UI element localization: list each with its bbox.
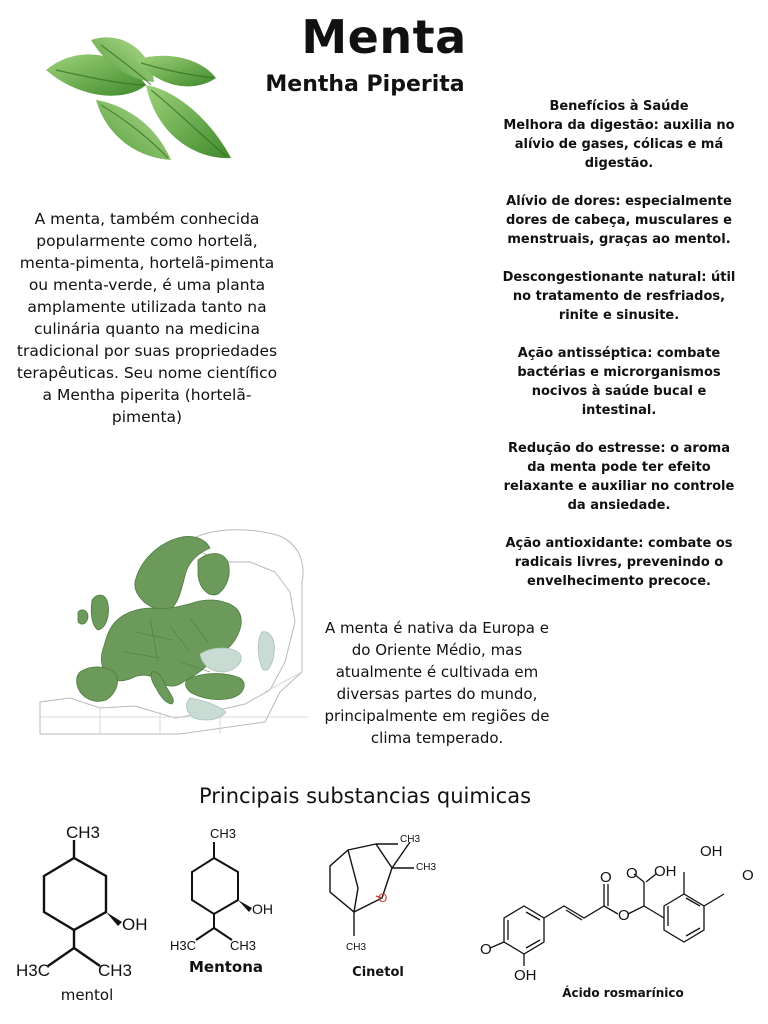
cinetol-ch3-b-label: CH3 [416,862,437,873]
benefit-item: Ação antioxidante: combate os radicais livres, prevenindo o envelhecimento precoce. [505,536,733,589]
mentol-h3c-label: H3C [16,961,51,980]
rosmarinic-o-carbonyl-label: O [600,869,612,886]
mentona-label: Mentona [188,958,264,976]
mentol-structure [14,818,148,984]
rosmarinic-o-left-label: O [480,941,492,958]
rosmarinic-oh-top-label: OH [700,843,723,860]
rosmarinic-oh-bottom-label: OH [514,967,537,984]
cinetol-ch3-c-label: CH3 [346,942,367,953]
benefits-heading: Benefícios à Saúde [549,99,689,114]
chemistry-title: Principais substancias quimicas [198,784,532,808]
page-subtitle: Mentha Piperita [265,72,465,97]
rosmarinic-o-acid-label: O [626,865,638,882]
mentol-ch3-bottom-label: CH3 [98,961,133,980]
distribution-map [40,522,308,734]
rosmarinic-o-right-label: O [742,867,754,884]
native-paragraph: A menta é nativa da Europa e do Oriente Médio, mas atualmente é cultivada em diversas partes do mundo, principalmente em regiões de clima temperado. [324,619,550,747]
rosmarinic-acid-structure [478,832,754,982]
cinetol-ch3-a-label: CH3 [400,834,421,845]
rosmarinic-acid-label: Ácido rosmarínico [562,986,684,1000]
mentona-oh-label: OH [252,901,273,917]
intro-paragraph: A menta, também conhecida popularmente como hortelã, menta-pimenta, hortelã-pimenta ou menta-verde, é uma planta amplamente utilizada tanto na culinária quanto na medicina tradicional por suas propriedades terapêuticas. Seu nome científico a Mentha piperita (hortelã-pimenta) [16,210,278,426]
mint-leaf-image [36,30,236,170]
benefit-item: Ação antisséptica: combate bactérias e microrganismos nocivos à saúde bucal e intestinal. [517,346,721,418]
benefit-item: Descongestionante natural: útil no tratamento de resfriados, rinite e sinusite. [502,270,736,323]
mentona-h3c-label: H3C [170,938,197,953]
mentona-ch3-top-label: CH3 [210,826,237,841]
benefit-item: Redução do estresse: o aroma da menta pode ter efeito relaxante e auxiliar no controle da ansiedade. [503,441,735,513]
mentona-ch3-bottom-label: CH3 [230,938,257,953]
benefit-item: Alívio de dores: especialmente dores de cabeça, musculares e menstruais, graças ao mentol. [506,194,732,247]
mentona-structure [164,822,288,958]
benefit-item: Melhora da digestão: auxilia no alívio de gases, cólicas e má digestão. [503,118,735,171]
mentol-oh-label: OH [122,915,148,934]
mentol-ch3-top-label: CH3 [66,823,101,842]
page-title: Menta [301,10,467,64]
rosmarinic-oh-acid-label: OH [654,863,677,880]
mentol-label: mentol [60,986,114,1004]
rosmarinic-o-ester-label: O [618,907,630,924]
benefits-section [502,97,736,610]
cinetol-structure [318,828,442,958]
cinetol-o-label: O [378,891,388,905]
cinetol-label: Cinetol [352,965,404,980]
